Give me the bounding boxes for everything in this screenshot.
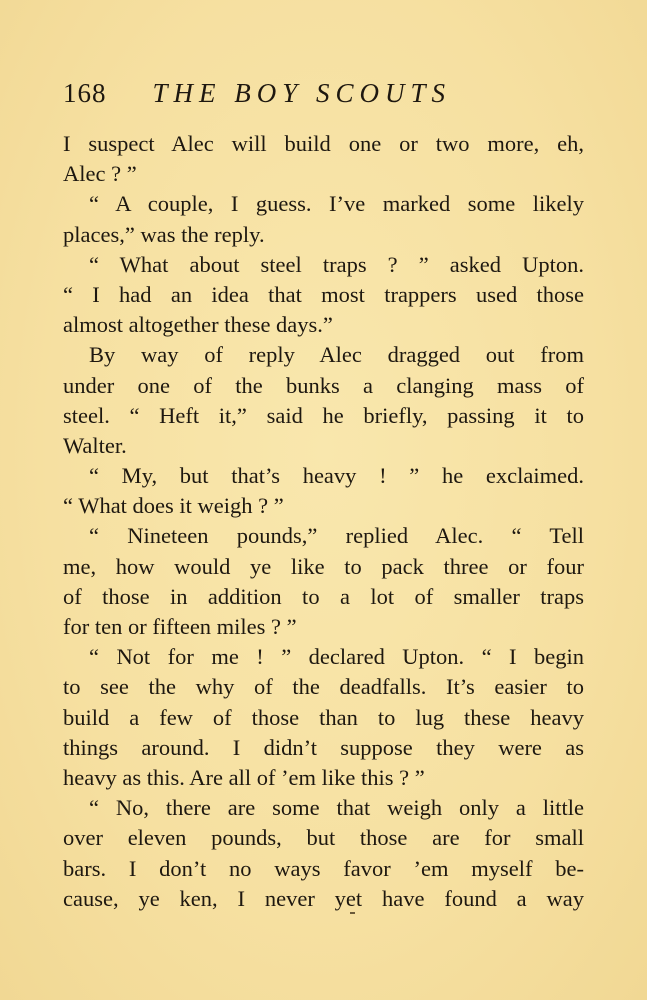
text-line: almost altogether these days.” bbox=[63, 312, 333, 338]
text-line: “ What does it weigh ? ” bbox=[63, 493, 284, 519]
text-line: “ My, but that’s heavy ! ” he exclaimed. bbox=[89, 463, 584, 489]
text-line: of those in addition to a lot of smaller traps bbox=[63, 583, 584, 609]
text-line: Alec ? ” bbox=[63, 161, 137, 187]
text-line: “ No, there are some that weigh only a little bbox=[89, 795, 584, 821]
print-mark bbox=[350, 912, 355, 914]
text-line: “ I had an idea that most trappers used those bbox=[63, 281, 584, 307]
text-line: build a few of those than to lug these heavy bbox=[63, 704, 584, 730]
text-line: places,” was the reply. bbox=[63, 221, 265, 247]
text-line: Walter. bbox=[63, 432, 127, 458]
text-line: steel. “ Heft it,” said he briefly, passing it to bbox=[63, 402, 584, 428]
text-line: By way of reply Alec dragged out from bbox=[89, 342, 584, 368]
body-text bbox=[63, 129, 584, 914]
text-line: heavy as this. Are all of ’em like this ? ” bbox=[63, 764, 425, 790]
text-line: over eleven pounds, but those are for small bbox=[63, 825, 584, 851]
text-line: cause, ye ken, I never yet have found a way bbox=[63, 885, 584, 911]
text-line: “ Nineteen pounds,” replied Alec. “ Tell bbox=[89, 523, 584, 549]
text-line: under one of the bunks a clanging mass of bbox=[63, 372, 584, 398]
text-line: bars. I don’t no ways favor ’em myself be- bbox=[63, 855, 584, 881]
text-line: I suspect Alec will build one or two more, eh, bbox=[63, 131, 584, 156]
text-line: things around. I didn’t suppose they were as bbox=[63, 734, 584, 760]
text-line: “ Not for me ! ” declared Upton. “ I begin bbox=[89, 644, 584, 670]
text-line: me, how would ye like to pack three or four bbox=[63, 553, 584, 579]
text-line: “ What about steel traps ? ” asked Upton. bbox=[89, 251, 584, 277]
book-title: THE BOY SCOUTS bbox=[152, 78, 452, 108]
text-line: for ten or fifteen miles ? ” bbox=[63, 614, 297, 639]
text-line: “ A couple, I guess. I’ve marked some likely bbox=[89, 191, 584, 217]
page-number: 168 bbox=[63, 78, 107, 108]
running-head bbox=[63, 78, 493, 118]
text-line: to see the why of the deadfalls. It’s easier to bbox=[63, 674, 584, 700]
